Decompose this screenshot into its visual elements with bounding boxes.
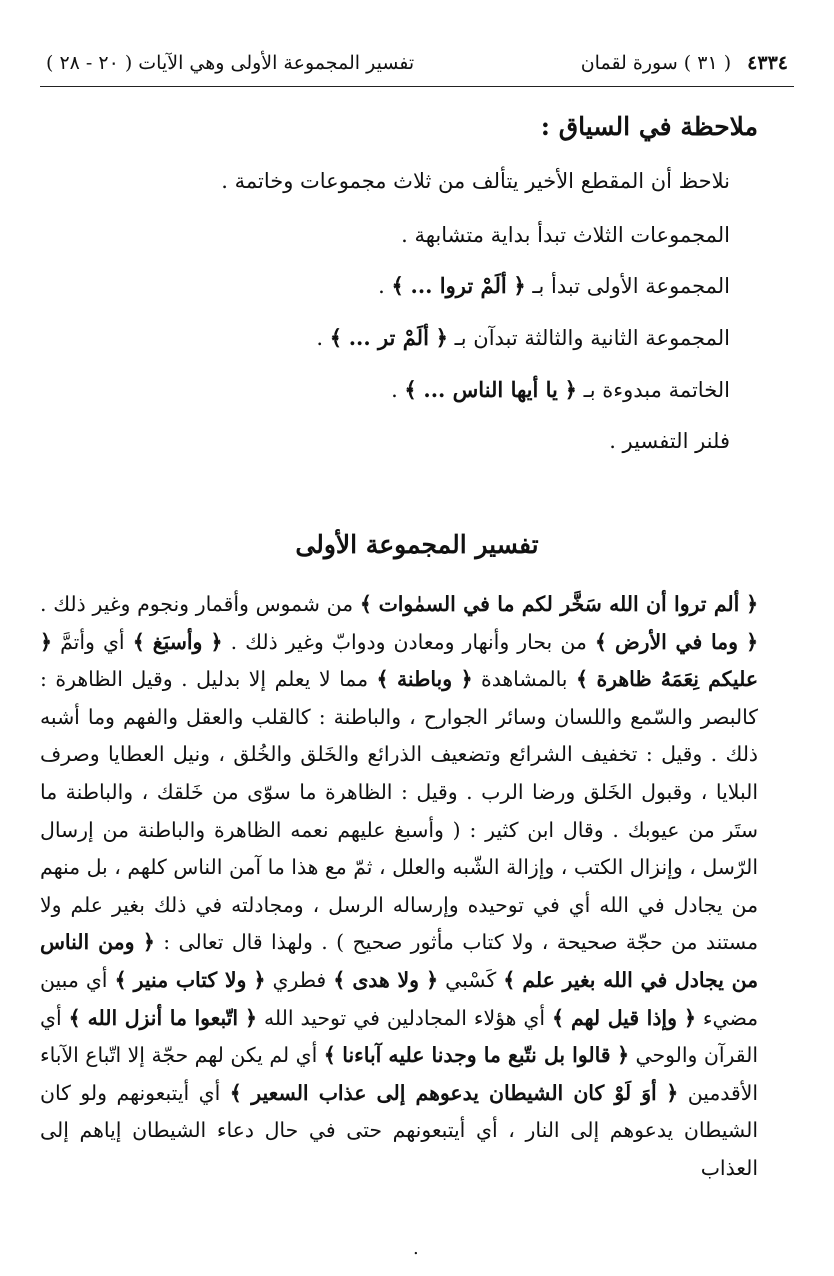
quran-open-bracket: ﴿ [40,629,52,654]
note-line: نلاحظ أن المقطع الأخير يتألف من ثلاث مجموعات وخاتمة . [221,169,730,193]
quran-close-bracket: ﴾ [333,967,346,992]
quran-open-bracket: ﴿ [435,325,448,350]
quran-close-bracket: ﴾ [329,325,343,350]
quran-quote: ولا كتاب منير [133,967,247,992]
note-line-text: الخاتمة مبدوءة بـ [583,378,730,402]
quran-close-bracket: ﴾ [552,1005,564,1030]
commentary-text: أي أيتبعونهم ولو كان الشيطان يدعوهم إلى النار ، أي أيتبعونهم حتى في حال دعاء الشيطان إياهم إلى العذاب [40,1080,758,1180]
note-line: المجموعات الثلاث تبدأ بداية متشابهة . [401,223,730,247]
commentary-text: مما لا يعلم إلا بدليل . وقيل الظاهرة : كالبصر والسّمع واللسان وسائر الجوارح ، والباطنة : كالقلب والعقل والفهم وما أشبه ذلك . وقيل : تخفيف الشرائع وتضعيف الذرائع والخَلق والخُلق ، ونيل العطايا وصرف البلايا ، وقبول الخَلق ورضا الرب . وقيل : الظاهرة ما سوّى من خَلقك ، والباطنة ما ستَر من عيوبك . وقال ابن كثير : ( وأسبغ عليهم نعمه الظاهرة والباطنة من إرسال الرّسل ، وإنزال الكتب ، وإزالة الشّبه والعلل ، ثمّ مع هذا ما آمن الناس كلهم ، بل منهم من يجادل في الله أي في توحيده وإرساله الرسل ، ومجادلته في ذلك بغير علم ولا مستند من حجّة صحيحة ، ولا كتاب مأثور صحيح ) . ولهذا قال تعالى : [40,667,758,955]
quran-open-bracket: ﴿ [617,1043,630,1068]
commentary-text: أي هؤلاء المجادلين في توحيد الله [256,1005,552,1030]
quran-open-bracket: ﴿ [564,377,577,402]
section-reference: تفسير المجموعة الأولى وهي الآيات ( ٢٠ - ٢٨ ) [46,52,415,74]
quran-quote: ألم تروا أن الله سَخَّر لكم ما في السمٰوات [378,592,740,616]
section-title: تفسير المجموعة الأولى [295,530,539,559]
quran-quote: يا أيها الناس ... [423,377,558,402]
quran-open-bracket: ﴿ [666,1080,679,1105]
quran-close-bracket: ﴾ [229,1080,242,1105]
commentary-paragraph [40,586,758,1188]
quran-quote: وإذا قيل لهم [570,1005,677,1030]
quran-close-bracket: ﴾ [323,1043,336,1068]
quran-close-bracket: ﴾ [404,377,417,402]
commentary-text: فطري [265,967,334,992]
commentary-text: بالمشاهدة [472,667,576,692]
quran-quote: وأسبَغ [152,629,203,654]
commentary-text: أي وأتمَّ [51,629,133,654]
quran-open-bracket: ﴿ [142,930,155,955]
quran-quote: ألَمْ تر ... [348,325,429,350]
quran-quote: اتّبعوا ما أنزل الله [87,1005,239,1030]
quran-quote: ألَمْ تروا ... [410,273,507,298]
header-right [581,52,788,74]
commentary-text: أي لم يكن لهم حجّة إلا اتّباع الآباء الأقدمين [40,1043,759,1105]
note-line-text: المجموعة الثانية والثالثة تبدآن بـ [454,326,730,350]
quran-close-bracket: ﴾ [359,592,372,616]
note-line: المجموعة الثانية والثالثة تبدآن بـ ﴿ ألَمْ تر ... ﴾ . [316,325,730,350]
quran-close-bracket: ﴾ [391,273,404,298]
quran-open-bracket: ﴿ [460,667,473,692]
quran-open-bracket: ﴿ [746,629,759,654]
quran-open-bracket: ﴿ [746,592,759,616]
footer-mark: . [413,1238,419,1259]
quran-open-bracket: ﴿ [253,967,266,992]
quran-close-bracket: ﴾ [576,667,588,692]
quran-quote: أوَ لَوْ كان الشيطان يدعوهم إلى عذاب السعير [251,1080,657,1105]
quran-quote: عليكم نِعَمَهُ ظاهرة [596,667,758,692]
quran-close-bracket: ﴾ [114,967,127,992]
quran-quote: وباطنة [397,667,453,692]
note-line: فلنر التفسير . [609,429,730,453]
commentary-text: من شموس وأقمار ونجوم وغير ذلك . [40,592,360,616]
quran-quote: ومن الناس من يجادل في الله بغير علم [40,930,759,992]
note-line-text: المجموعة الأولى تبدأ بـ [532,274,730,298]
quran-open-bracket: ﴿ [683,1005,696,1030]
quran-open-bracket: ﴿ [245,1005,257,1030]
quran-open-bracket: ﴿ [513,273,526,298]
commentary-text: أي القرآن والوحي [40,1005,758,1068]
running-header [40,44,794,87]
commentary-text: من بحار وأنهار ومعادن ودوابّ وغير ذلك . [222,629,595,654]
commentary-text: كَسْبي [438,967,504,992]
surah-name: ( ٣١ ) سورة لقمان [580,52,732,74]
quran-close-bracket: ﴾ [594,629,607,654]
note-heading: ملاحظة في السياق : [540,112,758,141]
quran-quote: وما في الأرض [614,629,738,654]
page-number: ٤٣٣٤ [747,52,788,74]
quran-close-bracket: ﴾ [503,967,516,992]
quran-close-bracket: ﴾ [68,1005,81,1030]
quran-open-bracket: ﴿ [426,967,439,992]
quran-open-bracket: ﴿ [210,629,223,654]
note-line: الخاتمة مبدوءة بـ ﴿ يا أيها الناس ... ﴾ . [391,377,730,402]
quran-close-bracket: ﴾ [376,667,389,692]
note-line: المجموعة الأولى تبدأ بـ ﴿ ألَمْ تروا ... ﴾ . [378,273,730,298]
quran-close-bracket: ﴾ [132,629,145,654]
quran-quote: قالوا بل نتّبع ما وجدنا عليه آباءنا [342,1043,611,1068]
commentary-text: أي مبين مضيء [40,967,759,1030]
quran-quote: ولا هدى [352,967,419,992]
